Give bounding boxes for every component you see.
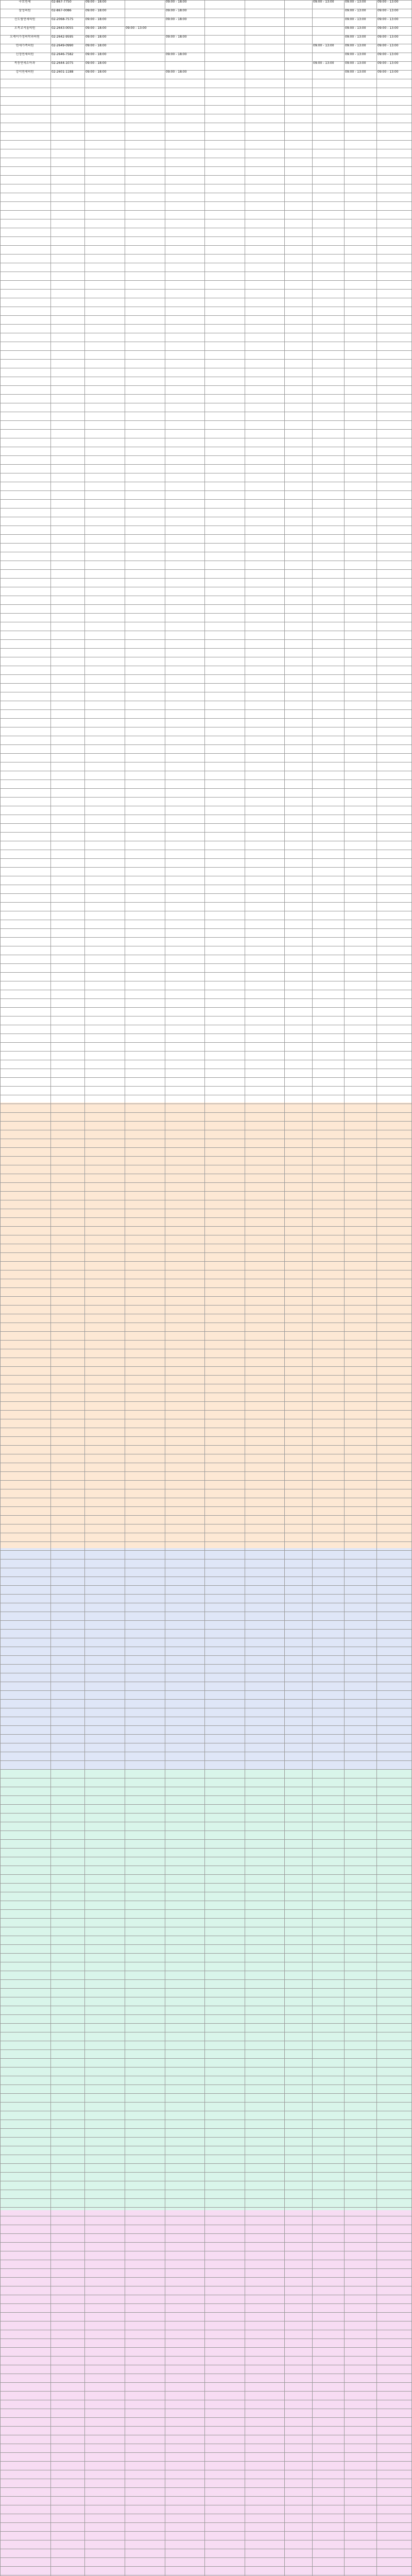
row-divider	[0, 1585, 412, 1586]
row-divider	[0, 2522, 412, 2523]
row-divider	[0, 280, 412, 281]
row-divider	[0, 1480, 412, 1481]
row-divider	[0, 175, 412, 176]
row-divider	[0, 753, 412, 754]
column-divider	[84, 0, 85, 2576]
hours-cell: 09:00 - 13:00	[345, 18, 366, 21]
row-divider	[0, 1760, 412, 1761]
row-divider	[0, 1795, 412, 1796]
phone-number: 02-2643-0055	[52, 26, 74, 30]
section-band	[0, 1103, 412, 1548]
row-divider	[0, 324, 412, 325]
hospital-name: 오목교서울의원	[14, 26, 36, 30]
column-divider	[50, 0, 51, 2576]
row-divider	[0, 2356, 412, 2357]
row-divider	[0, 1147, 412, 1148]
row-divider	[0, 420, 412, 421]
row-divider	[0, 1769, 412, 1770]
hours-cell: 09:00 - 13:00	[345, 35, 366, 39]
row-divider	[0, 683, 412, 684]
hours-cell: 09:00 - 13:00	[377, 0, 399, 4]
row-divider	[0, 1664, 412, 1665]
section-band	[0, 1770, 412, 2210]
row-divider	[0, 1086, 412, 1087]
row-divider	[0, 508, 412, 509]
hours-cell: 09:00 - 13:00	[377, 70, 399, 74]
row-divider	[0, 1296, 412, 1297]
row-divider	[0, 2049, 412, 2050]
row-divider	[0, 578, 412, 579]
row-divider	[0, 1918, 412, 1919]
column-divider	[312, 0, 313, 2576]
row-divider	[0, 2137, 412, 2138]
phone-number: 02-2642-9595	[52, 35, 74, 39]
hours-cell: 09:00 - 13:00	[377, 9, 399, 12]
row-divider	[0, 1506, 412, 1507]
row-divider	[0, 1594, 412, 1595]
row-divider	[0, 779, 412, 780]
phone-number: 02-2649-0990	[52, 44, 74, 47]
hours-cell: 09:00 - 18:00	[85, 26, 107, 30]
row-divider	[0, 350, 412, 351]
row-divider	[0, 359, 412, 360]
row-divider	[0, 1305, 412, 1306]
row-divider	[0, 2233, 412, 2234]
row-divider	[0, 2566, 412, 2567]
row-divider	[0, 1725, 412, 1726]
row-divider	[0, 1077, 412, 1078]
row-divider	[0, 858, 412, 859]
hours-cell: 09:00 - 18:00	[85, 0, 107, 4]
row-divider	[0, 2207, 412, 2208]
row-divider	[0, 1734, 412, 1735]
row-divider	[0, 1217, 412, 1218]
hours-cell: 09:00 - 18:00	[85, 53, 107, 56]
row-divider	[0, 131, 412, 132]
row-divider	[0, 1988, 412, 1989]
hours-cell: 09:00 - 18:00	[166, 9, 187, 12]
row-divider	[0, 2058, 412, 2059]
phone-number: 02-2644-1075	[52, 61, 74, 65]
phone-number: 02-867-0086	[52, 9, 72, 12]
hospital-name: 연세가족의원	[15, 44, 34, 47]
hours-cell: 09:00 - 13:00	[377, 35, 399, 39]
row-divider	[0, 1401, 412, 1402]
hours-cell: 09:00 - 18:00	[85, 44, 107, 47]
row-divider	[0, 823, 412, 824]
row-divider	[0, 569, 412, 570]
row-divider	[0, 543, 412, 544]
hospital-name: 신정연세의원	[15, 53, 34, 56]
row-divider	[0, 797, 412, 798]
row-divider	[0, 166, 412, 167]
row-divider	[0, 289, 412, 290]
row-divider	[0, 1340, 412, 1341]
hospital-name: 신도림연세의원	[14, 18, 36, 21]
row-divider	[0, 1375, 412, 1376]
row-divider	[0, 718, 412, 719]
column-divider	[344, 0, 345, 2576]
row-divider	[0, 2417, 412, 2418]
hours-cell: 09:00 - 18:00	[166, 18, 187, 21]
row-divider	[0, 1436, 412, 1437]
row-divider	[0, 744, 412, 745]
row-divider	[0, 1471, 412, 1472]
row-divider	[0, 499, 412, 500]
row-divider	[0, 2461, 412, 2462]
row-divider	[0, 2312, 412, 2313]
row-divider	[0, 105, 412, 106]
row-divider	[0, 1007, 412, 1008]
row-divider	[0, 245, 412, 246]
row-divider	[0, 1620, 412, 1621]
row-divider	[0, 1550, 412, 1551]
row-divider	[0, 2198, 412, 2199]
row-divider	[0, 639, 412, 640]
hours-cell: 09:00 - 18:00	[166, 35, 187, 39]
row-divider	[0, 2268, 412, 2269]
row-divider	[0, 1033, 412, 1034]
row-divider	[0, 648, 412, 649]
hours-cell: 09:00 - 13:00	[345, 53, 366, 56]
row-divider	[0, 1445, 412, 1446]
row-divider	[0, 613, 412, 614]
row-divider	[0, 2163, 412, 2164]
column-divider	[204, 0, 205, 2576]
hours-cell: 09:00 - 13:00	[377, 44, 399, 47]
hours-cell: 09:00 - 13:00	[313, 44, 334, 47]
row-divider	[0, 2347, 412, 2348]
row-divider	[0, 1804, 412, 1805]
row-divider	[0, 788, 412, 789]
hours-cell: 09:00 - 13:00	[377, 53, 399, 56]
hours-cell: 09:00 - 18:00	[166, 70, 187, 74]
row-divider	[0, 394, 412, 395]
hospital-name: 삼성의원	[19, 9, 31, 12]
hospital-name: 목동연세소아과	[14, 61, 36, 65]
hours-cell: 09:00 - 18:00	[85, 35, 107, 39]
hours-cell: 09:00 - 13:00	[126, 26, 147, 30]
row-divider	[0, 2084, 412, 2085]
row-divider	[0, 315, 412, 316]
row-divider	[0, 2172, 412, 2173]
row-divider	[0, 1261, 412, 1262]
row-divider	[0, 674, 412, 675]
row-divider	[0, 1366, 412, 1367]
row-divider	[0, 1156, 412, 1157]
section-band	[0, 2210, 412, 2576]
hours-cell: 09:00 - 18:00	[85, 70, 107, 74]
row-divider	[0, 490, 412, 491]
hospital-name: 오케이가정의학과의원	[10, 35, 40, 39]
column-divider	[0, 0, 1, 2576]
row-divider	[0, 2531, 412, 2532]
row-divider	[0, 867, 412, 868]
hours-cell: 09:00 - 13:00	[377, 61, 399, 65]
row-divider	[0, 1287, 412, 1288]
row-divider	[0, 1699, 412, 1700]
row-divider	[0, 201, 412, 202]
row-divider	[0, 2452, 412, 2453]
row-divider	[0, 2023, 412, 2024]
row-divider	[0, 2014, 412, 2015]
row-divider	[0, 2303, 412, 2304]
hours-cell: 09:00 - 18:00	[85, 61, 107, 65]
row-divider	[0, 1690, 412, 1691]
hours-cell: 09:00 - 18:00	[166, 53, 187, 56]
row-divider	[0, 604, 412, 605]
hours-cell: 09:00 - 13:00	[345, 61, 366, 65]
hours-cell: 09:00 - 13:00	[345, 0, 366, 4]
row-divider	[0, 1051, 412, 1052]
hours-cell: 09:00 - 13:00	[313, 61, 334, 65]
row-divider	[0, 2557, 412, 2558]
row-divider	[0, 534, 412, 535]
row-divider	[0, 972, 412, 973]
row-divider	[0, 937, 412, 938]
phone-number: 02-2646-7582	[52, 53, 74, 56]
row-divider	[0, 832, 412, 833]
hours-cell: 09:00 - 13:00	[377, 26, 399, 30]
row-divider	[0, 2093, 412, 2094]
row-divider	[0, 1226, 412, 1227]
column-divider	[376, 0, 377, 2576]
row-divider	[0, 385, 412, 386]
row-divider	[0, 1655, 412, 1656]
row-divider	[0, 2496, 412, 2497]
hours-cell: 09:00 - 13:00	[345, 26, 366, 30]
hospital-name: 구로연세	[19, 0, 31, 4]
row-divider	[0, 1944, 412, 1945]
row-divider	[0, 2382, 412, 2383]
row-divider	[0, 1331, 412, 1332]
hours-cell: 09:00 - 13:00	[377, 18, 399, 21]
row-divider	[0, 140, 412, 141]
row-divider	[0, 2242, 412, 2243]
row-divider	[0, 2102, 412, 2103]
row-divider	[0, 1839, 412, 1840]
row-divider	[0, 1559, 412, 1560]
row-divider	[0, 963, 412, 964]
row-divider	[0, 2128, 412, 2129]
hours-cell: 09:00 - 18:00	[166, 0, 187, 4]
row-divider	[0, 1874, 412, 1875]
row-divider	[0, 1252, 412, 1253]
row-divider	[0, 1410, 412, 1411]
hours-cell: 09:00 - 18:00	[85, 18, 107, 21]
row-divider	[0, 1883, 412, 1884]
row-divider	[0, 2391, 412, 2392]
row-divider	[0, 1909, 412, 1910]
row-divider	[0, 96, 412, 97]
row-divider	[0, 1121, 412, 1122]
hours-cell: 09:00 - 13:00	[313, 0, 334, 4]
row-divider	[0, 998, 412, 999]
row-divider	[0, 1979, 412, 1980]
row-divider	[0, 2487, 412, 2488]
hours-cell: 09:00 - 13:00	[345, 9, 366, 12]
hours-cell: 09:00 - 13:00	[345, 44, 366, 47]
row-divider	[0, 210, 412, 211]
section-band	[0, 1548, 412, 1770]
column-divider	[284, 0, 285, 2576]
row-divider	[0, 1541, 412, 1542]
row-divider	[0, 455, 412, 456]
row-divider	[0, 1042, 412, 1043]
row-divider	[0, 2426, 412, 2427]
hours-cell: 09:00 - 18:00	[85, 9, 107, 12]
row-divider	[0, 902, 412, 903]
hours-cell: 09:00 - 13:00	[345, 70, 366, 74]
phone-number: 02-867-7750	[52, 0, 72, 4]
row-divider	[0, 1515, 412, 1516]
row-divider	[0, 1953, 412, 1954]
row-divider	[0, 2277, 412, 2278]
row-divider	[0, 709, 412, 710]
phone-number: 02-2601-1188	[52, 70, 74, 74]
row-divider	[0, 1191, 412, 1192]
row-divider	[0, 1629, 412, 1630]
row-divider	[0, 1182, 412, 1183]
phone-number: 02-2068-7575	[52, 18, 74, 21]
hospital-name: 강서연세의원	[15, 70, 34, 74]
row-divider	[0, 254, 412, 255]
row-divider	[0, 429, 412, 430]
row-divider	[0, 464, 412, 465]
row-divider	[0, 1848, 412, 1849]
row-divider	[0, 1813, 412, 1814]
row-divider	[0, 893, 412, 894]
row-divider	[0, 1112, 412, 1113]
row-divider	[0, 236, 412, 237]
row-divider	[0, 2338, 412, 2339]
row-divider	[0, 928, 412, 929]
